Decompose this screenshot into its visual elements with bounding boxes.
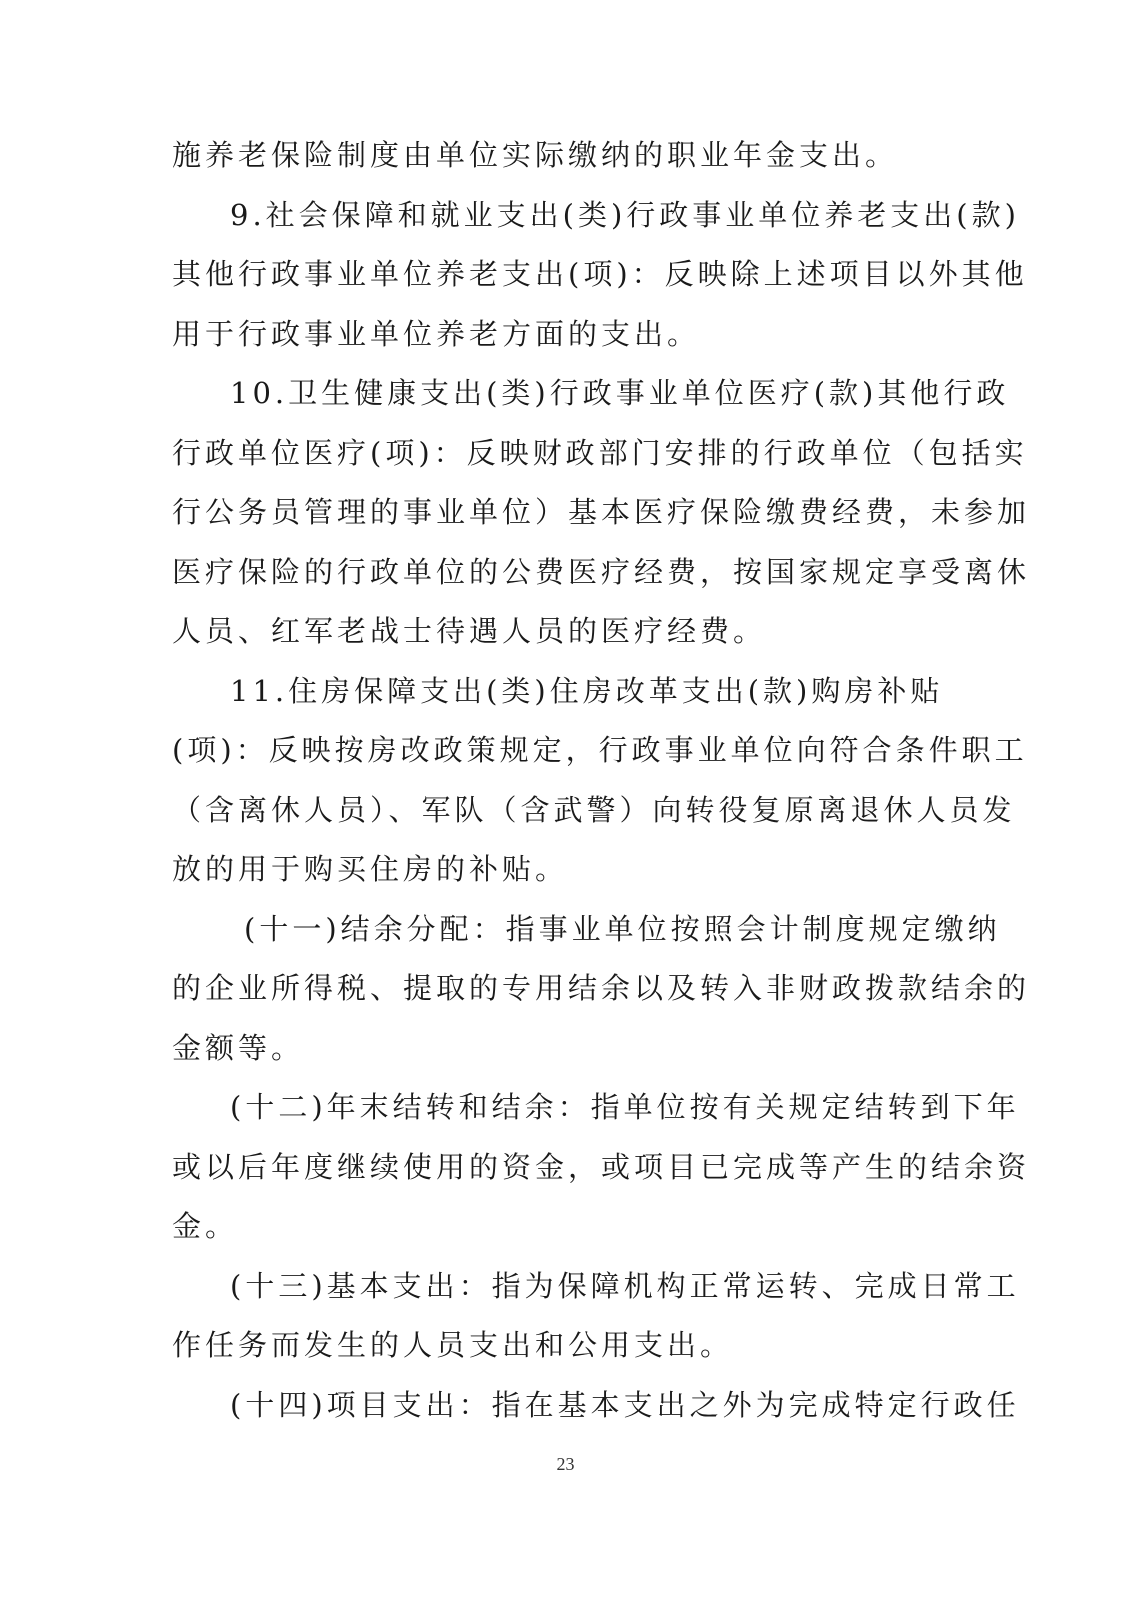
text-line: （含离休人员）、军队（含武警）向转役复原离退休人员发	[172, 792, 1016, 827]
body-text	[172, 126, 1031, 1435]
text-line: 施养老保险制度由单位实际缴纳的职业年金支出。	[172, 138, 899, 172]
text-line: 行政单位医疗(项)：反映财政部门安排的行政单位（包括实	[172, 435, 1028, 470]
text-line: 的企业所得税、提取的专用结余以及转入非财政拨款结余的	[172, 971, 1031, 1005]
text-line: 11.住房保障支出(类)住房改革支出(款)购房补贴	[230, 673, 944, 708]
page-number: 23	[556, 1454, 575, 1474]
text-line: 放的用于购买住房的补贴。	[172, 852, 569, 886]
text-line: 10.卫生健康支出(类)行政事业单位医疗(款)其他行政	[230, 376, 1010, 410]
text-line: (十四)项目支出：指在基本支出之外为完成特定行政任	[230, 1387, 1020, 1422]
text-line: (十二)年末结转和结余：指单位按有关规定结转到下年	[230, 1090, 1020, 1124]
text-line: 人员、红军老战士待遇人员的医疗经费。	[172, 614, 767, 648]
text-line: (十一)结余分配：指事业单位按照会计制度规定缴纳	[244, 911, 1001, 946]
text-line: (项)：反映按房改政策规定，行政事业单位向符合条件职工	[172, 733, 1028, 767]
text-line: 或以后年度继续使用的资金，或项目已完成等产生的结余资	[172, 1149, 1031, 1184]
text-line: 其他行政事业单位养老支出(项)：反映除上述项目以外其他	[172, 257, 1028, 291]
text-line: 金额等。	[172, 1030, 305, 1065]
text-line: 金。	[172, 1209, 239, 1243]
text-line: (十三)基本支出：指为保障机构正常运转、完成日常工	[230, 1268, 1020, 1303]
text-line: 行公务员管理的事业单位）基本医疗保险缴费经费，未参加	[172, 495, 1031, 529]
text-line: 用于行政事业单位养老方面的支出。	[172, 316, 701, 351]
text-line: 9.社会保障和就业支出(类)行政事业单位养老支出(款)	[230, 197, 1020, 232]
text-line: 医疗保险的行政单位的公费医疗经费，按国家规定享受离休	[172, 554, 1031, 589]
text-line: 作任务而发生的人员支出和公用支出。	[172, 1328, 734, 1362]
